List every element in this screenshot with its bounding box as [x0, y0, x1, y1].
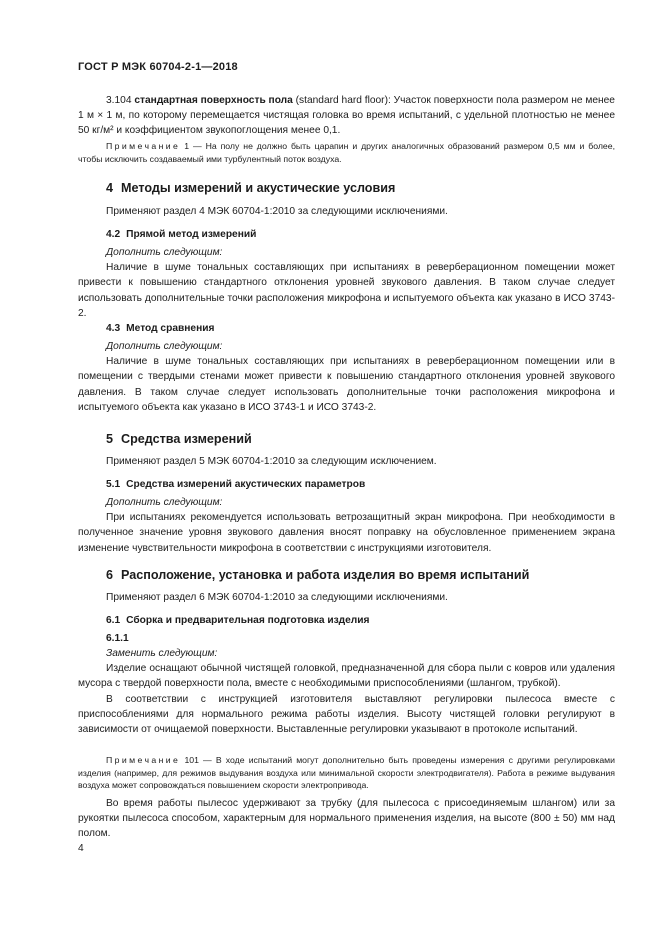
section-5-1-body	[78, 495, 615, 556]
document-header: ГОСТ Р МЭК 60704-2-1—2018	[78, 61, 238, 73]
section-6-1-1	[78, 632, 615, 737]
definition-term: стандартная поверхность пола	[134, 95, 293, 106]
section-intro: Применяют раздел 6 МЭК 60704-1:2010 за следующими исключениями.	[106, 592, 448, 603]
section-intro: Применяют раздел 5 МЭК 60704-1:2010 за следующим исключением.	[106, 456, 437, 467]
section-number: 4	[106, 181, 114, 195]
page-number: 4	[78, 843, 84, 854]
note-text: 1 — На полу не должно быть царапин и других аналогичных образований размером 0,5 мм и более, чтобы исключить создаваемый ими турбулентный поток воздуха.	[78, 141, 615, 164]
final-paragraph	[78, 796, 615, 842]
body-text: При испытаниях рекомендуется использовать ветрозащитный экран микрофона. При необходимости в полученное значение уровня звукового давления вносят поправку на обусловленное применением экрана изменение чувствительности микрофона в соответствии с инструкциями изготовителя.	[78, 512, 615, 554]
section-5-intro	[78, 454, 615, 469]
section-6-intro	[78, 590, 615, 605]
subsection-title: Метод сравнения	[126, 323, 215, 334]
subsection-number: 5.1	[106, 479, 121, 490]
section-4-3-heading	[78, 322, 615, 336]
section-intro: Применяют раздел 4 МЭК 60704-1:2010 за следующими исключениями.	[106, 206, 448, 217]
section-title: Средства измерений	[121, 432, 252, 446]
section-5-heading	[78, 431, 615, 447]
section-4-3-body	[78, 339, 615, 415]
note-1	[78, 140, 615, 165]
note-101	[78, 754, 615, 792]
definition-number: 3.104	[106, 95, 132, 106]
section-4-heading	[78, 180, 615, 196]
section-4-2-heading	[78, 228, 615, 242]
section-4-2-body	[78, 245, 615, 321]
body-text: Изделие оснащают обычной чистящей головкой, предназначенной для сбора пыли с ковров или удаления мусора с твердой поверхности пола, вместе с необходимыми приспособлениями (шлангом, трубкой).	[78, 663, 615, 690]
section-5-1-heading	[78, 478, 615, 492]
definition-3104	[78, 93, 615, 139]
body-text: В соответствии с инструкцией изготовителя выставляют регулировки пылесоса вместе с приспособлениями для нормального режима работы изделия. Высоту чистящей головки регулируют в зависимости от очищаемой поверхности. Выставленные регулировки указывают в протоколе испытаний.	[78, 693, 615, 736]
instruction-text: Дополнить следующим:	[106, 247, 223, 258]
section-4-intro	[78, 204, 615, 219]
subsection-number: 6.1	[106, 615, 121, 626]
body-text: Наличие в шуме тональных составляющих при испытаниях в реверберационном помещении может привести к повышению стандартного отклонения уровней звукового давления. В таком случае следует использовать дополнительные точки расположения микрофона и испытуемого объекта как указано в ИСО 3743-2.	[78, 262, 615, 319]
subsection-title: Прямой метод измерений	[126, 229, 257, 240]
instruction-text: Дополнить следующим:	[106, 497, 223, 508]
section-number: 5	[106, 432, 114, 446]
subsection-title: Средства измерений акустических параметров	[126, 479, 366, 490]
body-text: Во время работы пылесос удерживают за трубку (для пылесоса с присоединяемым шлангом) или за рукоятки пылесоса способом, характерным для нормального применения изделия, на высоте (800 ± 50) мм над полом.	[78, 798, 615, 840]
section-number: 6	[106, 568, 114, 582]
section-title: Расположение, установка и работа изделия во время испытаний	[121, 568, 530, 582]
note-text: 101 — В ходе испытаний могут дополнительно быть проведены измерения с другими регулировками изделия (например, для режимов выдувания воздуха или минимальной скорости электродвигателя). Работа в режиме выдувания воздуха может сопровождаться повышением скорости электропривода.	[78, 755, 615, 791]
subsection-number: 4.3	[106, 323, 121, 334]
definition-english: (standard hard floor):	[295, 95, 391, 106]
body-text: Наличие в шуме тональных составляющих при испытаниях в реверберационном помещении или в помещении с твердыми стенами может привести к повышению стандартного отклонения уровней звукового давления. В таком случае следует использовать дополнительные точки расположения микрофона и испытуемого объекта как указано в ИСО 3743-1 и ИСО 3743-2.	[78, 356, 615, 413]
subsection-number: 4.2	[106, 229, 121, 240]
definition-text: Участок поверхности пола размером не менее 1 м × 1 м, по которому перемещается чистящая головка во время испытаний, с удельной плотностью не менее 50 кг/м² и коэффициентом звукопоглощения менее 0,1.	[78, 95, 615, 137]
note-label: Примечание	[106, 755, 181, 765]
instruction-text: Заменить следующим:	[106, 648, 218, 659]
note-label: Примечание	[106, 141, 181, 151]
section-6-1-heading	[78, 614, 615, 628]
section-title: Методы измерений и акустические условия	[121, 181, 396, 195]
subsection-title: Сборка и предварительная подготовка изделия	[126, 615, 370, 626]
section-6-heading	[78, 567, 615, 583]
instruction-text: Дополнить следующим:	[106, 341, 223, 352]
clause-number: 6.1.1	[106, 633, 129, 644]
